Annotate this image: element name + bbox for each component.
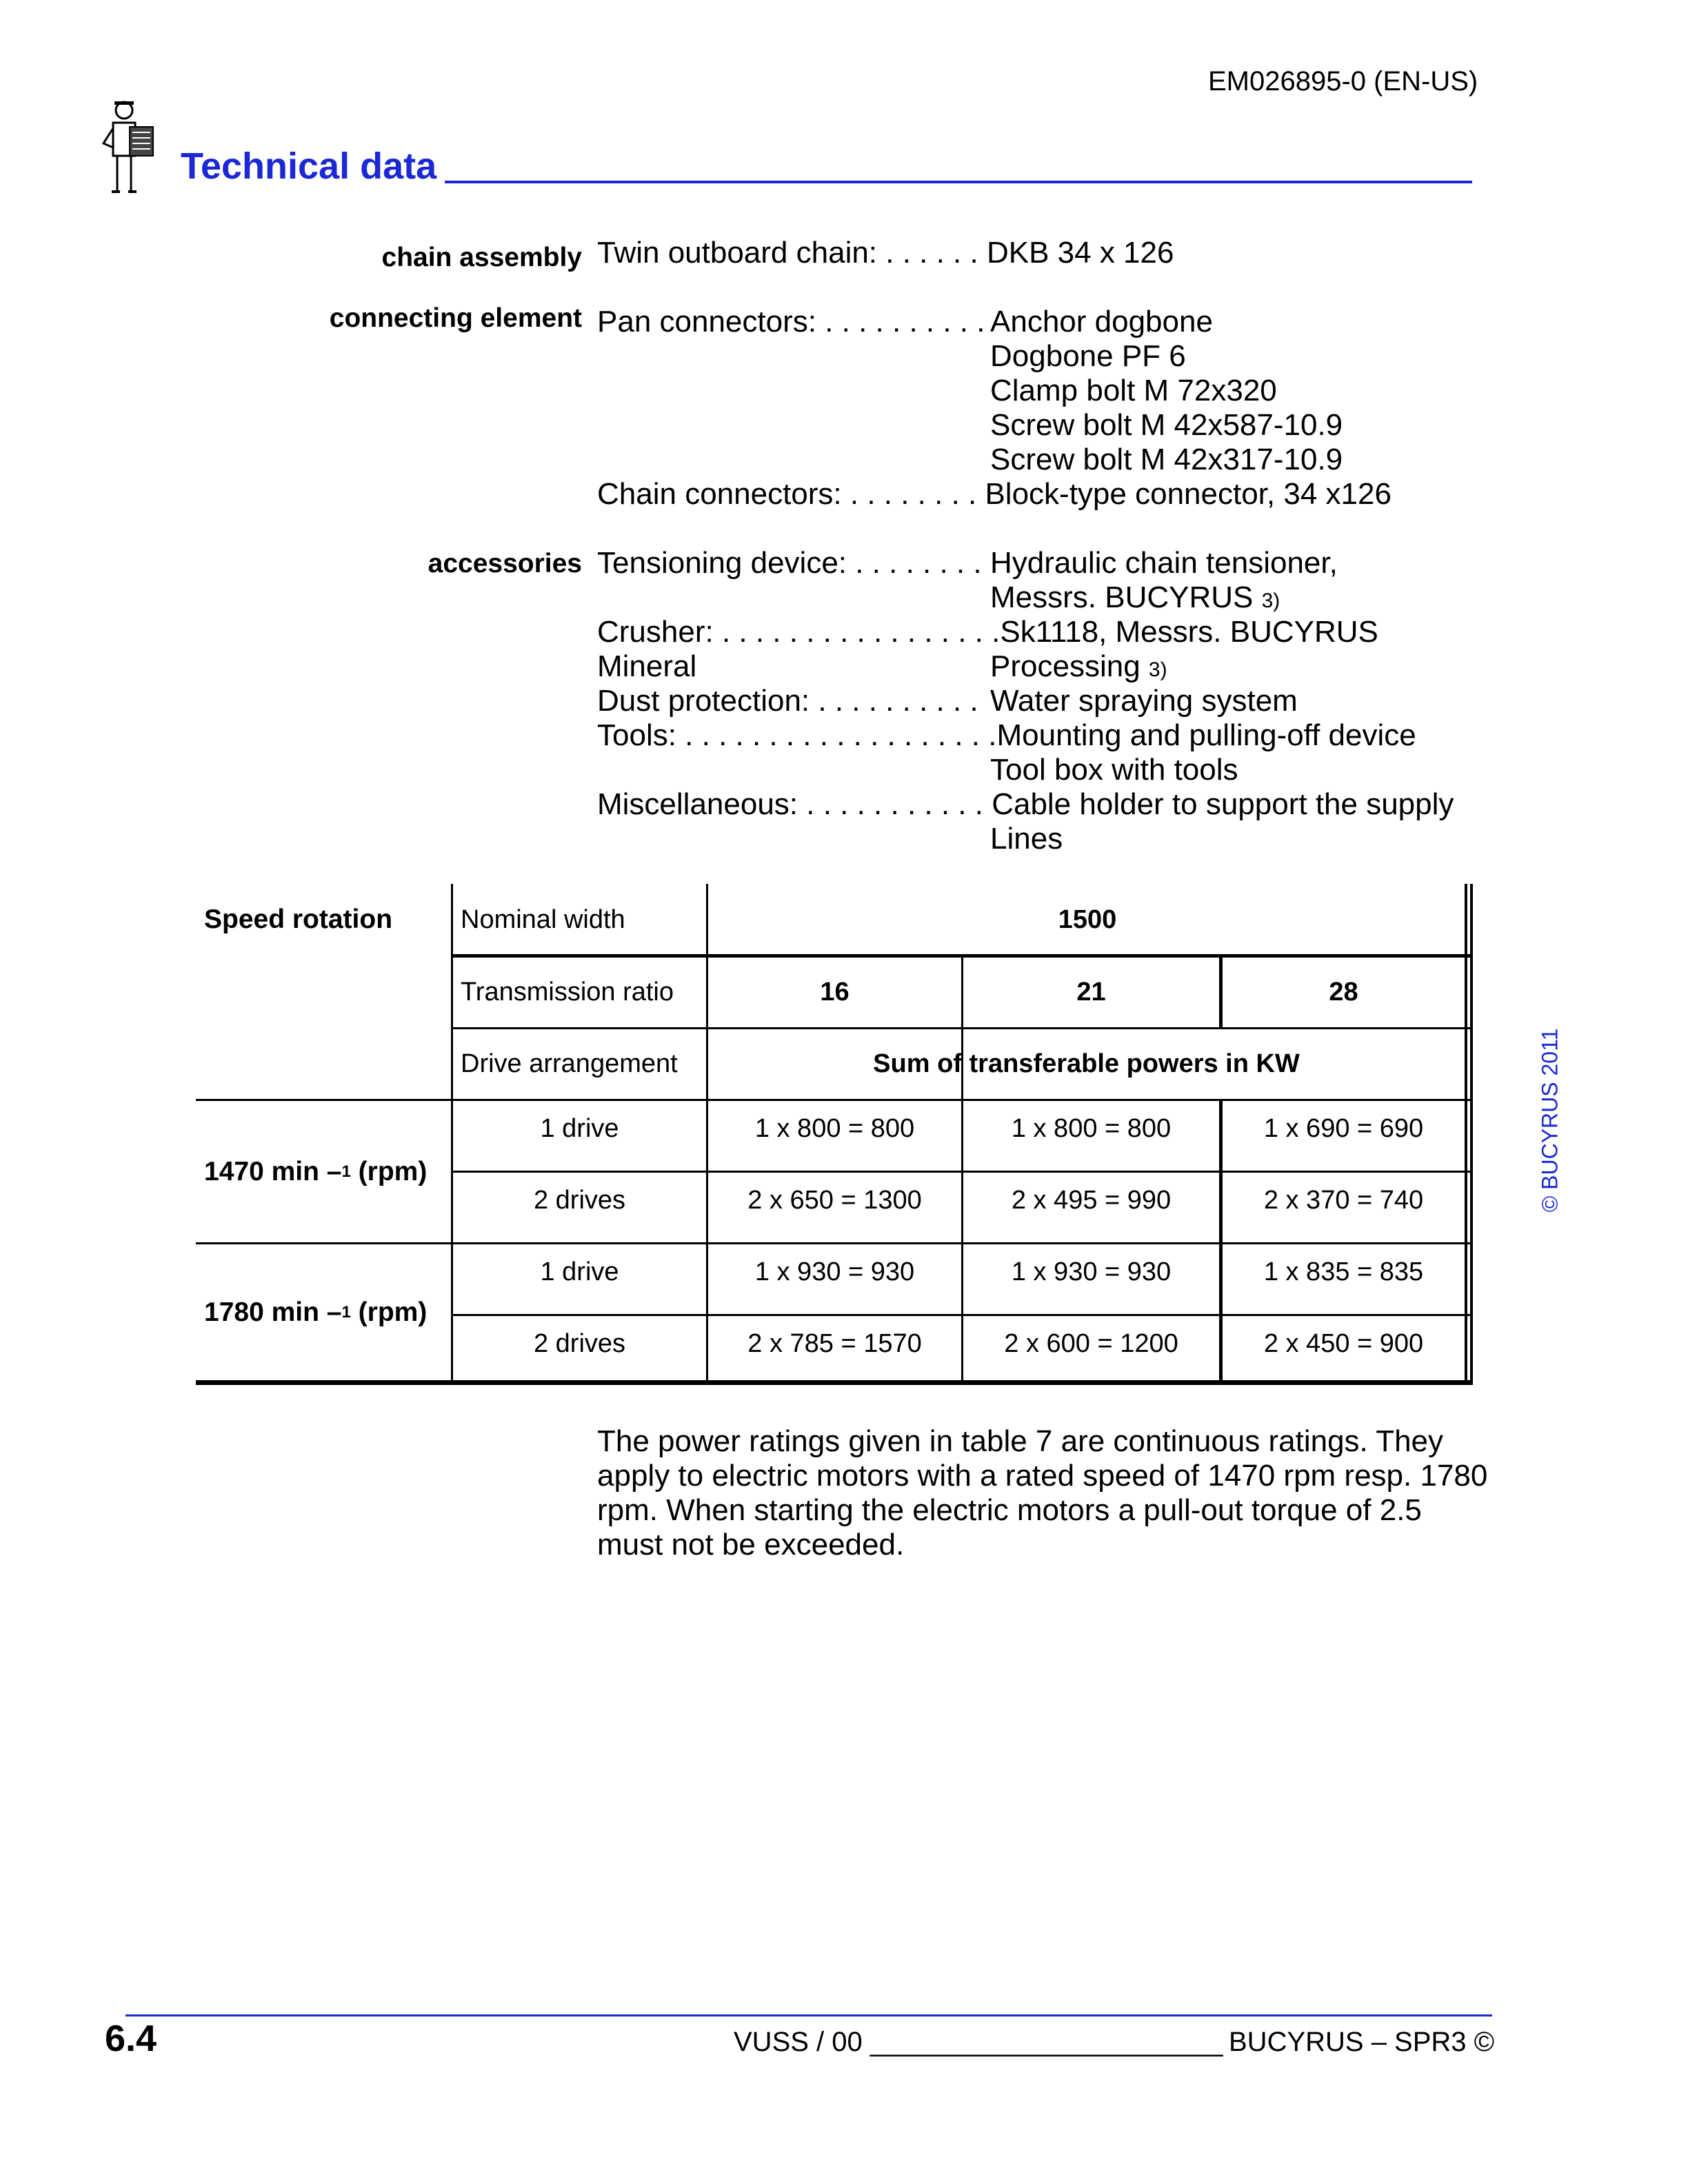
crusher-line: Crusher: . . . . . . . . . . . . . . . . .Sk1118, Messrs. BUCYRUS bbox=[597, 615, 1378, 649]
pan-connector-value: Clamp bolt M 72x320 bbox=[990, 374, 1277, 407]
nominal-width-value: 1500 bbox=[1058, 904, 1117, 934]
table-hline bbox=[451, 954, 1473, 958]
transmission-ratio-label: Transmission ratio bbox=[461, 977, 674, 1007]
pan-connector-value: Screw bolt M 42x317-10.9 bbox=[990, 443, 1343, 476]
footnote-ref: 3) bbox=[1148, 658, 1167, 681]
footer-rule bbox=[125, 2014, 1492, 2016]
power-value: 1 x 690 = 690 bbox=[1263, 1113, 1424, 1143]
page-title: Technical data bbox=[181, 145, 437, 187]
ratio-21: 21 bbox=[1076, 977, 1106, 1007]
footnote-ref: 3) bbox=[1261, 589, 1280, 612]
pan-connector-value: Anchor dogbone bbox=[990, 305, 1213, 338]
table-hline bbox=[196, 1099, 1473, 1101]
footer-brand: BUCYRUS – SPR3 © bbox=[1229, 2027, 1495, 2057]
power-value: 2 x 785 = 1570 bbox=[747, 1328, 922, 1358]
mineral-processing: Processing bbox=[990, 649, 1141, 683]
tools-value: Tool box with tools bbox=[990, 753, 1238, 787]
chain-assembly-label: chain assembly bbox=[381, 243, 582, 272]
sum-transferable-powers-label: Sum of transferable powers in KW bbox=[873, 1049, 1300, 1078]
drive-count: 2 drives bbox=[533, 1185, 626, 1215]
speed-1470-label: 1470 min – 1 (rpm) bbox=[204, 1157, 428, 1186]
connecting-element-label: connecting element bbox=[329, 303, 582, 333]
tensioning-maker: Messrs. BUCYRUS bbox=[990, 580, 1254, 614]
miscellaneous-value: Lines bbox=[990, 822, 1063, 856]
power-value: 2 x 495 = 990 bbox=[1011, 1185, 1172, 1215]
nominal-width-label: Nominal width bbox=[461, 904, 625, 934]
accessories-label: accessories bbox=[428, 549, 582, 578]
document-id: EM026895-0 (EN-US) bbox=[1208, 66, 1478, 97]
table-hline bbox=[451, 1171, 1473, 1173]
tensioning-device-value bbox=[990, 580, 1280, 615]
power-value: 1 x 930 = 930 bbox=[754, 1257, 915, 1286]
table-hline bbox=[451, 1314, 1473, 1316]
mineral-value bbox=[990, 649, 1167, 684]
side-copyright: © BUCYRUS 2011 bbox=[1537, 1028, 1563, 1213]
power-value: 1 x 800 = 800 bbox=[1011, 1113, 1172, 1143]
table-hline bbox=[196, 1380, 1473, 1385]
power-value: 2 x 370 = 740 bbox=[1263, 1185, 1424, 1215]
footer-doc-ref: VUSS / 00 _______________________ bbox=[734, 2027, 1223, 2057]
power-value: 2 x 650 = 1300 bbox=[747, 1185, 922, 1215]
drive-count: 2 drives bbox=[533, 1328, 626, 1358]
tensioning-device-value: Hydraulic chain tensioner, bbox=[990, 546, 1338, 580]
miscellaneous-line: Miscellaneous: . . . . . . . . . . . Cable holder to support the supply bbox=[597, 787, 1454, 821]
pan-connector-value: Screw bolt M 42x587-10.9 bbox=[990, 408, 1343, 442]
drive-count: 1 drive bbox=[540, 1257, 619, 1286]
pan-connectors-key: Pan connectors: . . . . . . . . . . bbox=[597, 305, 985, 338]
dust-protection-key: Dust protection: . . . . . . . . . . bbox=[597, 684, 978, 718]
ratio-28: 28 bbox=[1329, 977, 1358, 1007]
power-ratings-note: The power ratings given in table 7 are continuous ratings. They apply to electric motors with a rated speed of 1470 rpm resp. 1780 rpm. When starting the electric motors a pull-out torque of 2.5 must not be exceeded. bbox=[597, 1424, 1488, 1561]
drive-count: 1 drive bbox=[540, 1113, 619, 1143]
tools-line: Tools: . . . . . . . . . . . . . . . . . . .Mounting and pulling-off device bbox=[597, 718, 1416, 752]
power-value: 2 x 450 = 900 bbox=[1263, 1328, 1424, 1358]
power-value: 1 x 800 = 800 bbox=[754, 1113, 915, 1143]
pan-connector-value: Dogbone PF 6 bbox=[990, 339, 1186, 373]
chain-assembly-line: Twin outboard chain: . . . . . . DKB 34 x 126 bbox=[597, 236, 1174, 270]
table-vline bbox=[1470, 884, 1473, 1384]
power-value: 1 x 835 = 835 bbox=[1263, 1257, 1424, 1286]
power-value: 2 x 600 = 1200 bbox=[1004, 1328, 1178, 1358]
speed-1780-label: 1780 min – 1 (rpm) bbox=[204, 1297, 428, 1327]
ratio-16: 16 bbox=[820, 977, 850, 1007]
power-value: 1 x 930 = 930 bbox=[1011, 1257, 1172, 1286]
drive-arrangement-label: Drive arrangement bbox=[461, 1049, 678, 1078]
mineral-key: Mineral bbox=[597, 649, 697, 683]
page-number: 6.4 bbox=[105, 2018, 157, 2059]
tensioning-device-key: Tensioning device: . . . . . . . . bbox=[597, 546, 982, 580]
table-vline bbox=[1465, 884, 1467, 1384]
technician-clipboard-icon bbox=[97, 95, 165, 199]
chain-connectors-line: Chain connectors: . . . . . . . . Block-type connector, 34 x126 bbox=[597, 477, 1391, 511]
dust-protection-value: Water spraying system bbox=[990, 684, 1298, 718]
table-hline bbox=[196, 1242, 1473, 1244]
speed-rotation-label: Speed rotation bbox=[204, 904, 393, 934]
table-hline bbox=[451, 1027, 1473, 1029]
title-underline bbox=[445, 181, 1472, 183]
